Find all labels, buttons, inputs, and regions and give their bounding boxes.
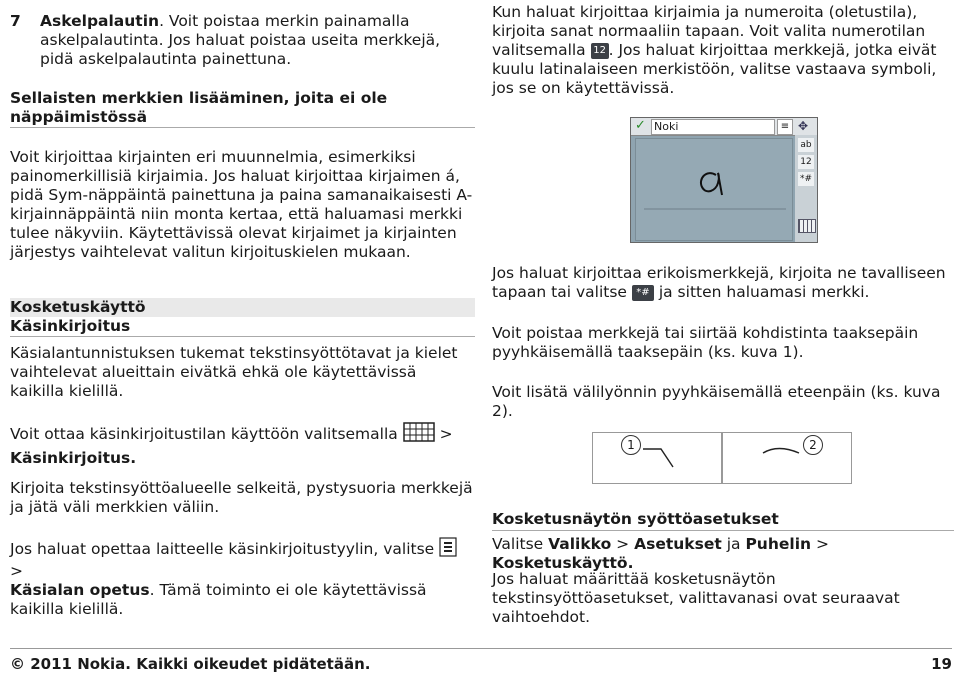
select-and: ja	[726, 535, 741, 553]
mode-ab-button[interactable]: ab	[798, 138, 814, 152]
para-default-text: Kun haluat kirjoittaa kirjaimia ja numeroita (oletustila), kirjoita sanat normaaliin tapaan. Voit valita numerotilan valitsemalla	[492, 3, 926, 59]
handwriting-menu-label: Käsinkirjoitus	[10, 449, 131, 467]
step-body: . Voit poistaa merkin painamalla askelpalautinta. Jos haluat poistaa useita merkkejä, pidä askelpalautinta painettuna.	[40, 12, 441, 68]
para-select-path	[492, 535, 954, 573]
mode-12-button[interactable]: 12	[798, 155, 814, 169]
writing-pad[interactable]	[635, 138, 793, 241]
select-gt-2: >	[815, 535, 829, 553]
screen-text-field: Noki	[651, 119, 775, 135]
para-write-clearly: Kirjoita tekstinsyöttöalueelle selkeitä, pystysuoria merkkejä ja jätä väli merkkien väliin.	[10, 479, 473, 516]
mode-sidebar	[795, 135, 817, 242]
gt-1: >	[439, 425, 453, 443]
figure-1	[592, 432, 722, 484]
figure-2-label: 2	[803, 435, 823, 455]
step-text	[40, 12, 470, 69]
numeric-mode-icon: 12	[591, 43, 609, 59]
handwriting-end: .	[130, 449, 137, 467]
options-icon: ≡	[777, 119, 793, 135]
chapter-heading	[10, 298, 475, 337]
symbol-mode-icon: *#	[632, 285, 654, 301]
para-backspace-swipe: Voit poistaa merkkejä tai siirtää kohdistinta taaksepäin pyyhkäisemällä taaksepäin (ks. kuva 1).	[492, 324, 919, 361]
para-space-swipe: Voit lisätä välilyönnin pyyhkäisemällä eteenpäin (ks. kuva 2).	[492, 383, 941, 420]
settings-label: Asetukset	[634, 535, 722, 553]
page-footer	[10, 648, 952, 673]
select-pre: Valitse	[492, 535, 544, 553]
page-number: 19	[931, 655, 952, 673]
gt-2: >	[10, 562, 23, 580]
touch-input-label: Kosketuskäyttö	[492, 554, 628, 572]
para-special-chars	[492, 264, 954, 302]
menu-icon	[439, 537, 457, 562]
para-special-post: ja sitten haluamasi merkki.	[658, 283, 870, 301]
select-gt-1: >	[616, 535, 630, 553]
para-default-mode	[492, 3, 954, 98]
training-label: Käsialan opetus	[10, 581, 150, 599]
menu-label: Valikko	[548, 535, 612, 553]
swipe-back-arrow	[593, 433, 721, 483]
figure-1-label: 1	[621, 435, 641, 455]
step-bold: Askelpalautin	[40, 12, 160, 30]
move-icon: ✥	[797, 119, 809, 133]
copyright: © 2011 Nokia. Kaikki oikeudet pidätetään.	[10, 655, 371, 673]
para-handwriting-support: Käsialantunnistuksen tukemat tekstinsyöttötavat ja kielet vaihtelevat alueittain eivätkä ehkä ole käytettävissä kaikilla kielillä.	[10, 344, 458, 400]
para-training-text: Jos haluat opettaa laitteelle käsinkirjoitustyylin, valitse	[10, 540, 435, 558]
para-settings-options: Jos haluat määrittää kosketusnäytön tekstinsyöttöasetukset, valittavanasi ovat seuraavat vaihtoehdot.	[492, 570, 900, 626]
para-enable-handwriting	[10, 421, 475, 468]
chapter-title: Kosketuskäyttö	[10, 298, 146, 316]
section-title-special-chars: Sellaisten merkkien lisääminen, joita ei ole näppäimistössä	[10, 89, 475, 128]
step-number: 7	[10, 12, 21, 30]
keyboard-mode-icon[interactable]	[798, 219, 816, 233]
para-enable-text: Voit ottaa käsinkirjoitustilan käyttöön valitsemalla	[10, 425, 398, 443]
mode-sym-button[interactable]: *#	[799, 174, 813, 184]
para-special-text: Jos haluat kirjoittaa erikoismerkkejä, kirjoita ne tavalliseen tapaan tai valitse	[492, 264, 946, 301]
subchapter-title: Käsinkirjoitus	[10, 317, 475, 337]
para-default-post: . Jos haluat kirjoittaa merkkejä, jotka eivät kuulu latinalaiseen merkistöön, valitse vastaava symboli, jos se on käytettävissä.	[492, 41, 937, 97]
para-training-post: . Tämä toiminto ei ole käytettävissä kaikilla kielillä.	[10, 581, 427, 618]
select-end: .	[627, 554, 634, 572]
screen-topbar	[631, 118, 817, 136]
para-training	[10, 537, 475, 619]
keyboard-icon	[403, 421, 435, 448]
section-title-input-settings: Kosketusnäytön syöttöasetukset	[492, 510, 954, 531]
checkmark-icon: ✓	[635, 118, 646, 133]
handwriting-screen	[630, 117, 818, 243]
para-accents: Voit kirjoittaa kirjainten eri muunnelmia, esimerkiksi painomerkillisiä kirjaimia. Jos haluat kirjoittaa kirjaimen á, pidä Sym-näppäintä painettuna ja paina samanaikaisesti A-kirjainnäppäintä niin monta kertaa, että haluamasi merkki tulee näkyviin. Käytettävissä olevat kirjaimet ja kirjainten järjestys vaihtelevat valitun kirjoituskielen mukaan.	[10, 148, 473, 261]
phone-label: Puhelin	[745, 535, 812, 553]
figure-2	[722, 432, 852, 484]
swipe-forward-arrow	[723, 433, 851, 483]
